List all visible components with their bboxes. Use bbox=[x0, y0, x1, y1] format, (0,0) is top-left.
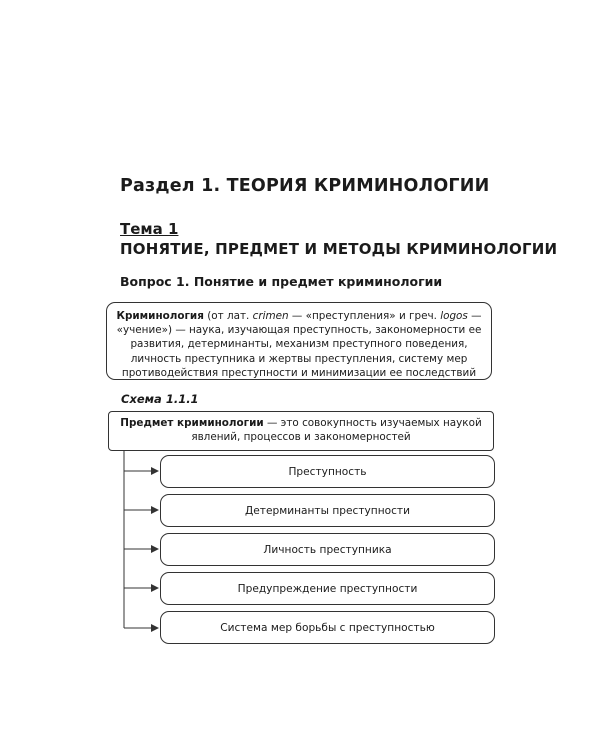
definition-box bbox=[106, 302, 492, 380]
scheme-item-determinants: Детерминанты преступности bbox=[160, 494, 495, 527]
section-title: Раздел 1. ТЕОРИЯ КРИМИНОЛОГИИ bbox=[120, 176, 490, 196]
topic-number: Тема 1 bbox=[120, 220, 179, 238]
subject-text: — это совокупность изучаемых наукой явлений, процессов и закономерностей bbox=[191, 417, 482, 444]
subject-term: Предмет криминологии bbox=[120, 417, 264, 429]
scheme-item-crime-prevention: Предупреждение преступности bbox=[160, 572, 495, 605]
scheme-label: Схема 1.1.1 bbox=[121, 392, 199, 406]
topic-title: ПОНЯТИЕ, ПРЕДМЕТ И МЕТОДЫ КРИМИНОЛОГИИ bbox=[120, 240, 558, 258]
question-title: Вопрос 1. Понятие и предмет криминологии bbox=[120, 274, 443, 289]
definition-term: Криминология bbox=[116, 310, 204, 322]
scheme-item-offender-personality: Личность преступника bbox=[160, 533, 495, 566]
scheme-item-crime: Преступность bbox=[160, 455, 495, 488]
scheme-item-control-measures: Система мер борьбы с преступностью bbox=[160, 611, 495, 644]
definition-text-1: (от лат. bbox=[203, 310, 253, 322]
definition-greek-word: logos bbox=[440, 310, 468, 322]
definition-latin-word: crimen bbox=[252, 310, 289, 322]
definition-text-3: — «учение») — наука, изучающая преступность, закономерности ее развития, детерминанты, механизм преступного поведения, личность преступника и жертвы преступления, систему мер противодействия преступности и минимизации ее последствий bbox=[116, 310, 482, 379]
subject-box bbox=[108, 411, 494, 451]
definition-text-2: — «преступления» и греч. bbox=[288, 310, 441, 322]
